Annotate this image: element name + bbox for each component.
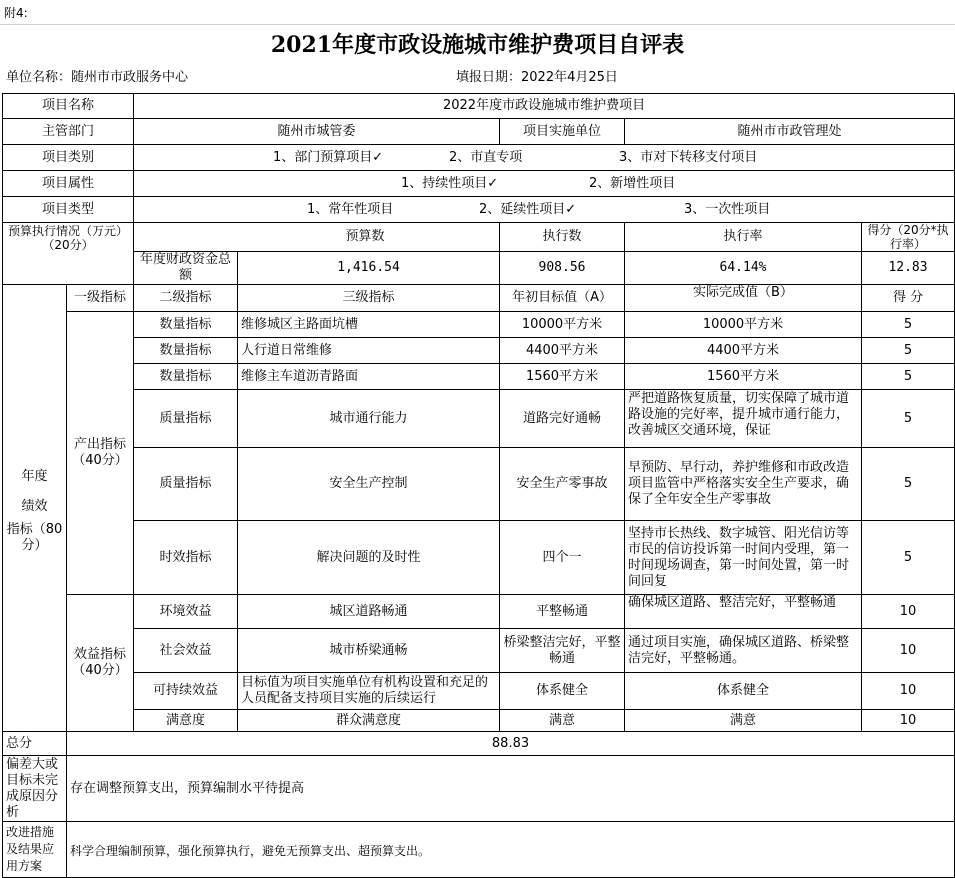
- row-lvl3: 人行道日常维修: [238, 338, 500, 364]
- row-target: 4400平方米: [500, 338, 625, 364]
- row-score: 5: [862, 364, 955, 390]
- row-lvl2: 时效指标: [134, 521, 238, 595]
- row-actual: 满意: [625, 710, 862, 732]
- budget-label: 预算执行情况（万元）（20分）: [3, 223, 134, 285]
- row-target: 10000平方米: [500, 312, 625, 338]
- report-date: 填报日期：2022年4月25日: [456, 70, 618, 85]
- lvl2-header: 二级指标: [134, 285, 238, 312]
- rate-value: 64.14%: [625, 252, 862, 285]
- benefit-label: 效益指标（40分）: [67, 595, 134, 732]
- attribute-option: 2、新增性项目: [589, 175, 676, 191]
- row-lvl2: 社会效益: [134, 629, 238, 673]
- row-lvl3: 城市桥梁通畅: [238, 629, 500, 673]
- type-option: 3、一次性项目: [684, 201, 771, 217]
- budget-value: 1,416.54: [238, 252, 500, 285]
- deviation-label: 偏差大或目标未完成原因分析: [3, 756, 67, 822]
- total-label: 总分: [3, 732, 67, 756]
- row-actual: 10000平方米: [625, 312, 862, 338]
- annual-fund-label: 年度财政资金总额: [134, 252, 238, 285]
- impl-value: 随州市市政管理处: [625, 119, 955, 145]
- row-lvl2: 可持续效益: [134, 673, 238, 710]
- row-actual: 通过项目实施，确保城区道路、桥梁整洁完好，平整畅通。: [625, 629, 862, 673]
- evaluation-table: [2, 93, 955, 878]
- page-title: 2021年度市政设施城市维护费项目自评表: [270, 32, 685, 58]
- project-name-label: 项目名称: [3, 94, 134, 119]
- row-lvl2: 数量指标: [134, 364, 238, 390]
- row-actual: 坚持市长热线、数字城管、阳光信访等市民的信访投诉第一时间内受理，第一时间现场调查，第一时间处置，第一时间回复: [625, 521, 862, 595]
- row-lvl2: 数量指标: [134, 338, 238, 364]
- row-lvl2: 质量指标: [134, 390, 238, 448]
- perf-label-line: 指标（80分）: [6, 522, 63, 553]
- impl-label: 项目实施单位: [500, 119, 625, 145]
- row-target: 平整畅通: [500, 595, 625, 629]
- row-target: 桥梁整洁完好，平整畅通: [500, 629, 625, 673]
- top-divider: [0, 24, 955, 25]
- type-label: 项目类型: [3, 197, 134, 223]
- row-actual: 4400平方米: [625, 338, 862, 364]
- row-score: 5: [862, 338, 955, 364]
- dept-label: 主管部门: [3, 119, 134, 145]
- improve-text: 科学合理编制预算，强化预算执行，避免无预算支出、超预算支出。: [67, 822, 955, 878]
- row-lvl2: 满意度: [134, 710, 238, 732]
- row-score: 10: [862, 595, 955, 629]
- row-actual: 确保城区道路、整洁完好，平整畅通: [625, 595, 862, 629]
- row-lvl3: 城区道路畅通: [238, 595, 500, 629]
- total-value: 88.83: [67, 732, 955, 756]
- score-value: 12.83: [862, 252, 955, 285]
- score-col-header: 得分（20分*执行率）: [862, 223, 955, 252]
- unit-name: 单位名称：随州市市政服务中心: [6, 70, 189, 85]
- row-lvl2: 环境效益: [134, 595, 238, 629]
- attribute-options: [134, 171, 955, 197]
- type-options: [134, 197, 955, 223]
- score-header: 得 分: [862, 285, 955, 312]
- type-option: 2、延续性项目✓: [479, 201, 577, 217]
- row-actual: 早预防、早行动，养护维修和市政改造项目监管中严格落实安全生产要求，确保了全年安全生产零事故: [625, 448, 862, 521]
- row-lvl3: 解决问题的及时性: [238, 521, 500, 595]
- row-target: 体系健全: [500, 673, 625, 710]
- output-label: 产出指标（40分）: [67, 312, 134, 595]
- row-score: 5: [862, 521, 955, 595]
- dept-value: 随州市城管委: [134, 119, 500, 145]
- row-score: 5: [862, 312, 955, 338]
- row-lvl3: 安全生产控制: [238, 448, 500, 521]
- lvl3-header: 三级指标: [238, 285, 500, 312]
- row-lvl3: 目标值为项目实施单位有机构设置和充足的人员配备支持项目实施的后续运行: [238, 673, 500, 710]
- project-name: 2022年度市政设施城市维护费项目: [134, 94, 955, 119]
- row-score: 10: [862, 629, 955, 673]
- category-label: 项目类别: [3, 145, 134, 171]
- row-actual: 严把道路恢复质量，切实保障了城市道路设施的完好率，提升城市通行能力，改善城区交通环境，保证: [625, 390, 862, 448]
- category-option: 3、市对下转移支付项目: [619, 149, 758, 165]
- deviation-text: 存在调整预算支出，预算编制水平待提高: [67, 756, 955, 822]
- row-lvl3: 群众满意度: [238, 710, 500, 732]
- attribute-label: 项目属性: [3, 171, 134, 197]
- row-score: 5: [862, 448, 955, 521]
- exec-value: 908.56: [500, 252, 625, 285]
- improve-label: 改进措施及结果应用方案: [3, 822, 67, 878]
- row-lvl3: 维修主车道沥青路面: [238, 364, 500, 390]
- row-target: 满意: [500, 710, 625, 732]
- row-actual: 1560平方米: [625, 364, 862, 390]
- row-score: 10: [862, 673, 955, 710]
- budget-col-header: 预算数: [134, 223, 500, 252]
- row-actual: 体系健全: [625, 673, 862, 710]
- attachment-label: 附4:: [4, 6, 28, 20]
- row-score: 5: [862, 390, 955, 448]
- row-target: 安全生产零事故: [500, 448, 625, 521]
- actual-header: 实际完成值（B）: [625, 285, 862, 312]
- row-lvl3: 维修城区主路面坑槽: [238, 312, 500, 338]
- row-target: 1560平方米: [500, 364, 625, 390]
- perf-label-line: 年度: [21, 469, 48, 484]
- row-score: 10: [862, 710, 955, 732]
- row-lvl2: 质量指标: [134, 448, 238, 521]
- attribute-option: 1、持续性项目✓: [401, 175, 499, 191]
- row-target: 道路完好通畅: [500, 390, 625, 448]
- perf-section-label: [3, 285, 67, 732]
- perf-label-line: 绩效: [21, 499, 48, 514]
- category-option: 1、部门预算项目✓: [273, 149, 384, 165]
- row-lvl2: 数量指标: [134, 312, 238, 338]
- row-target: 四个一: [500, 521, 625, 595]
- exec-col-header: 执行数: [500, 223, 625, 252]
- category-options: [134, 145, 955, 171]
- lvl1-header: 一级指标: [67, 285, 134, 312]
- rate-col-header: 执行率: [625, 223, 862, 252]
- type-option: 1、常年性项目: [307, 201, 394, 217]
- target-header: 年初目标值（A）: [500, 285, 625, 312]
- category-option: 2、市直专项: [449, 149, 523, 165]
- row-lvl3: 城市通行能力: [238, 390, 500, 448]
